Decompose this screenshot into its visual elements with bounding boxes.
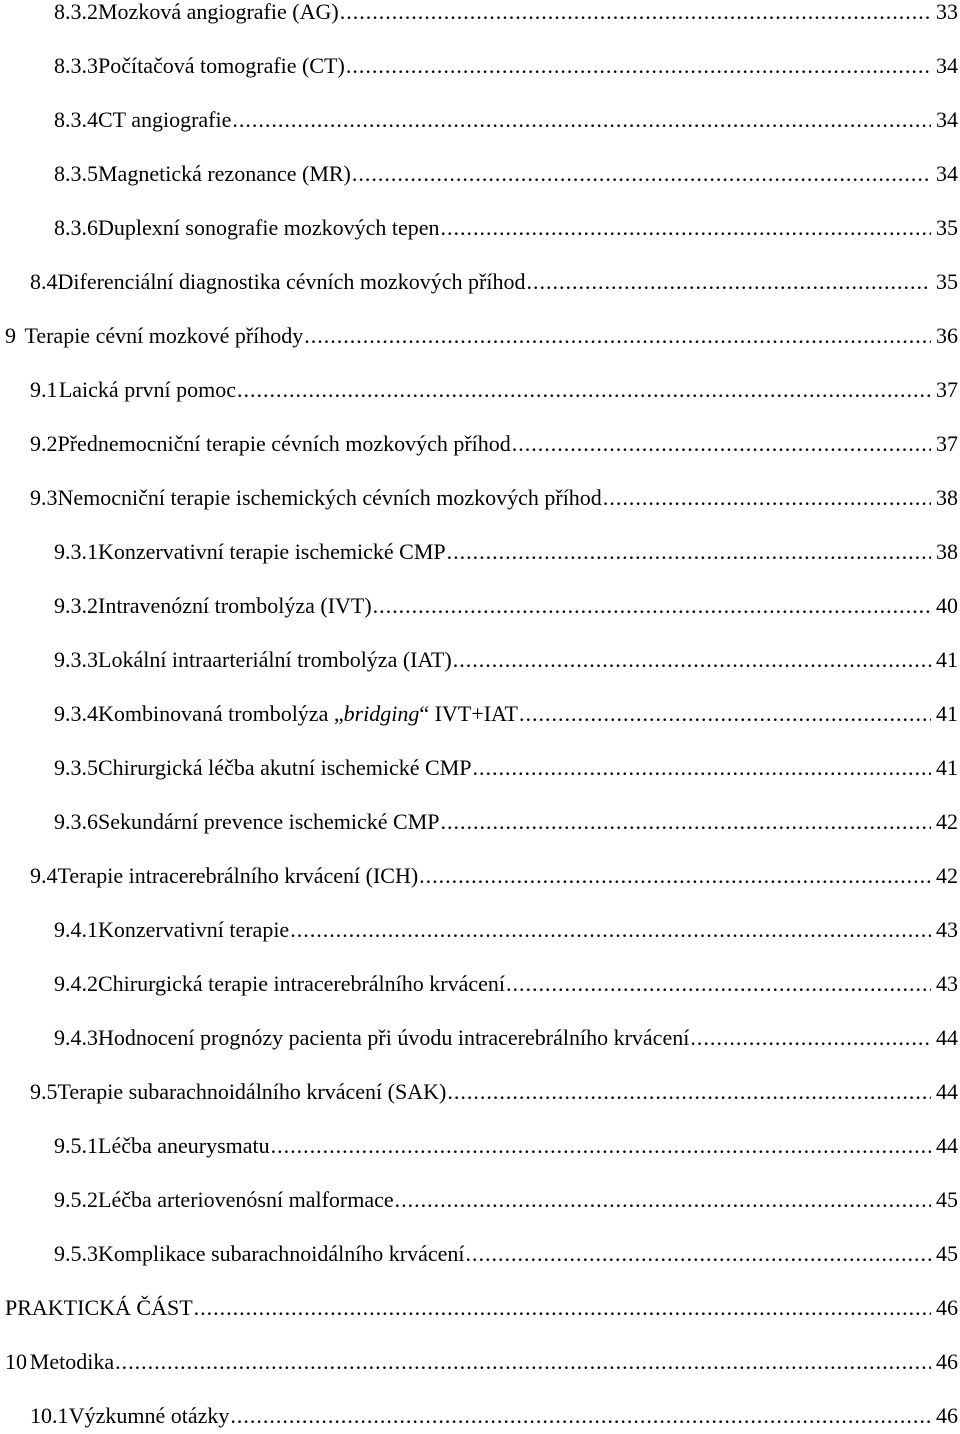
toc-entry-page: 45 [936, 1187, 958, 1212]
toc-entry-title [98, 698, 518, 730]
toc-entry[interactable] [30, 1076, 958, 1108]
toc-entry-title: PRAKTICKÁ ČÁST [5, 1295, 193, 1320]
toc-leader-dots [271, 1130, 931, 1162]
toc-entry-number: 8.3.3 [54, 53, 98, 78]
toc-entry[interactable] [54, 536, 958, 568]
toc-entry[interactable] [54, 50, 958, 82]
toc-entry-page: 35 [936, 215, 958, 240]
toc-leader-dots [352, 158, 931, 190]
toc-entry-page: 45 [936, 1241, 958, 1266]
toc-entry-title: Duplexní sonografie mozkových tepen [98, 215, 440, 240]
toc-entry-number: 9.3.1 [54, 539, 98, 564]
toc-entry[interactable] [30, 266, 958, 298]
toc-leader-dots [230, 1400, 931, 1432]
toc-entry-part-heading[interactable] [5, 1292, 958, 1324]
toc-entry-number: 9.2 [30, 431, 58, 456]
toc-entry-title: Lokální intraarteriální trombolýza (IAT) [98, 647, 452, 672]
toc-entry-title: Hodnocení prognózy pacienta při úvodu intracerebrálního krvácení [98, 1025, 690, 1050]
toc-leader-dots [290, 914, 931, 946]
toc-entry-title: Léčba aneurysmatu [98, 1133, 270, 1158]
toc-leader-dots [419, 860, 931, 892]
toc-entry[interactable] [54, 590, 958, 622]
toc-entry-page: 41 [936, 701, 958, 726]
toc-entry-page: 33 [936, 0, 958, 24]
toc-entry[interactable] [54, 752, 958, 784]
toc-entry-page: 37 [936, 377, 958, 402]
toc-entry[interactable] [30, 860, 958, 892]
toc-entry[interactable] [30, 374, 958, 406]
toc-entry[interactable] [54, 698, 958, 730]
toc-entry-number: 8.3.5 [54, 161, 98, 186]
toc-leader-dots [115, 1346, 931, 1378]
toc-leader-dots [447, 536, 931, 568]
toc-entry-number: 9.3 [30, 485, 58, 510]
toc-leader-dots [526, 266, 931, 298]
toc-entry-number: 9.5 [30, 1079, 58, 1104]
toc-entry-page: 35 [936, 269, 958, 294]
toc-entry-number: 10.1 [30, 1403, 69, 1428]
toc-entry-number: 9 [5, 323, 16, 348]
toc-entry-page: 44 [936, 1079, 958, 1104]
toc-entry-page: 43 [936, 917, 958, 942]
toc-leader-dots [473, 752, 931, 784]
toc-leader-dots [519, 698, 931, 730]
toc-entry-title-start: Kombinovaná trombolýza „ [98, 701, 344, 726]
toc-entry[interactable] [30, 482, 958, 514]
toc-leader-dots [395, 1184, 931, 1216]
toc-leader-dots [690, 1022, 931, 1054]
toc-entry-page: 34 [936, 107, 958, 132]
toc-entry-page: 46 [936, 1403, 958, 1428]
toc-entry-title: Komplikace subarachnoidálního krvácení [98, 1241, 465, 1266]
toc-leader-dots [373, 590, 931, 622]
toc-entry-page: 43 [936, 971, 958, 996]
toc-entry[interactable] [54, 968, 958, 1000]
toc-entry[interactable] [54, 806, 958, 838]
toc-entry-page: 46 [936, 1349, 958, 1374]
toc-entry-number: 9.3.6 [54, 809, 98, 834]
toc-entry-number: 9.4.1 [54, 917, 98, 942]
toc-leader-dots [237, 374, 931, 406]
toc-entry-title: Diferenciální diagnostika cévních mozkových příhod [57, 269, 526, 294]
toc-leader-dots [447, 1076, 931, 1108]
toc-entry-title: Terapie cévní mozkové příhody [24, 323, 304, 348]
toc-entry-number: 9.3.2 [54, 593, 98, 618]
toc-entry-page: 40 [936, 593, 958, 618]
toc-entry[interactable] [30, 428, 958, 460]
toc-entry[interactable] [54, 212, 958, 244]
toc-entry[interactable] [54, 0, 958, 28]
toc-entry[interactable] [30, 1400, 958, 1432]
toc-entry-title: Konzervativní terapie ischemické CMP [98, 539, 446, 564]
toc-leader-dots [346, 50, 931, 82]
toc-entry[interactable] [54, 914, 958, 946]
toc-entry-title: Metodika [29, 1349, 115, 1374]
toc-entry-number: 8.4 [30, 269, 58, 294]
toc-entry-title-italic: bridging [343, 701, 420, 726]
toc-entry-title: Chirurgická léčba akutní ischemické CMP [98, 755, 472, 780]
toc-leader-dots [232, 104, 931, 136]
toc-entry-number: 8.3.2 [54, 0, 98, 24]
toc-entry-page: 34 [936, 53, 958, 78]
toc-entry-number: 9.1 [30, 377, 58, 402]
toc-entry-title: Mozková angiografie (AG) [98, 0, 339, 24]
toc-entry-number: 9.3.5 [54, 755, 98, 780]
toc-entry-title: Počítačová tomografie (CT) [98, 53, 345, 78]
toc-entry-number: 9.4.3 [54, 1025, 98, 1050]
toc-entry[interactable] [54, 644, 958, 676]
toc-entry-number: 9.3.4 [54, 701, 98, 726]
toc-entry[interactable] [54, 1130, 958, 1162]
toc-entry-number: 10 [5, 1349, 27, 1374]
toc-entry[interactable] [5, 1346, 958, 1378]
toc-entry-title: Léčba arteriovenósní malformace [98, 1187, 394, 1212]
toc-entry-title: Magnetická rezonance (MR) [98, 161, 351, 186]
toc-entry-title: Terapie intracerebrálního krvácení (ICH) [57, 863, 419, 888]
toc-entry-title: Chirurgická terapie intracerebrálního krvácení [98, 971, 506, 996]
toc-entry-title: Laická první pomoc [58, 377, 237, 402]
toc-leader-dots [340, 0, 931, 28]
toc-entry-page: 37 [936, 431, 958, 456]
toc-entry[interactable] [54, 158, 958, 190]
toc-entry-title: CT angiografie [98, 107, 232, 132]
toc-entry-page: 34 [936, 161, 958, 186]
toc-entry-number: 8.3.6 [54, 215, 98, 240]
toc-entry-page: 44 [936, 1025, 958, 1050]
toc-entry-page: 38 [936, 485, 958, 510]
toc-leader-dots [194, 1292, 931, 1324]
toc-leader-dots [466, 1238, 931, 1270]
toc-leader-dots [603, 482, 931, 514]
toc-entry-page: 41 [936, 755, 958, 780]
toc-entry-number: 9.4.2 [54, 971, 98, 996]
toc-entry[interactable] [54, 1022, 958, 1054]
toc-entry-title: Sekundární prevence ischemické CMP [98, 809, 440, 834]
toc-entry-page: 41 [936, 647, 958, 672]
toc-entry-number: 9.5.1 [54, 1133, 98, 1158]
toc-leader-dots [512, 428, 931, 460]
toc-entry-page: 38 [936, 539, 958, 564]
toc-entry-title: Konzervativní terapie [98, 917, 290, 942]
toc-entry-title: Nemocniční terapie ischemických cévních mozkových příhod [57, 485, 602, 510]
toc-entry-title: Výzkumné otázky [68, 1403, 230, 1428]
toc-leader-dots [441, 212, 931, 244]
toc-entry[interactable] [54, 1238, 958, 1270]
toc-entry-page: 42 [936, 809, 958, 834]
toc-leader-dots [506, 968, 931, 1000]
toc-entry[interactable] [5, 320, 958, 352]
toc-entry[interactable] [54, 104, 958, 136]
toc-leader-dots [304, 320, 931, 352]
toc-entry-title-end: “ IVT+IAT [419, 701, 518, 726]
toc-entry-title: Intravenózní trombolýza (IVT) [98, 593, 372, 618]
toc-entry-number: 9.5.3 [54, 1241, 98, 1266]
toc-entry-number: 8.3.4 [54, 107, 98, 132]
toc-leader-dots [453, 644, 931, 676]
toc-entry-page: 44 [936, 1133, 958, 1158]
toc-entry-number: 9.4 [30, 863, 58, 888]
toc-leader-dots [441, 806, 931, 838]
toc-entry-number: 9.3.3 [54, 647, 98, 672]
toc-entry-page: 46 [936, 1295, 958, 1320]
toc-entry-number: 9.5.2 [54, 1187, 98, 1212]
toc-entry-title: Terapie subarachnoidálního krvácení (SAK) [57, 1079, 447, 1104]
toc-entry-page: 36 [936, 323, 958, 348]
toc-entry-page: 42 [936, 863, 958, 888]
toc-entry-title: Přednemocniční terapie cévních mozkových příhod [57, 431, 511, 456]
toc-entry[interactable] [54, 1184, 958, 1216]
